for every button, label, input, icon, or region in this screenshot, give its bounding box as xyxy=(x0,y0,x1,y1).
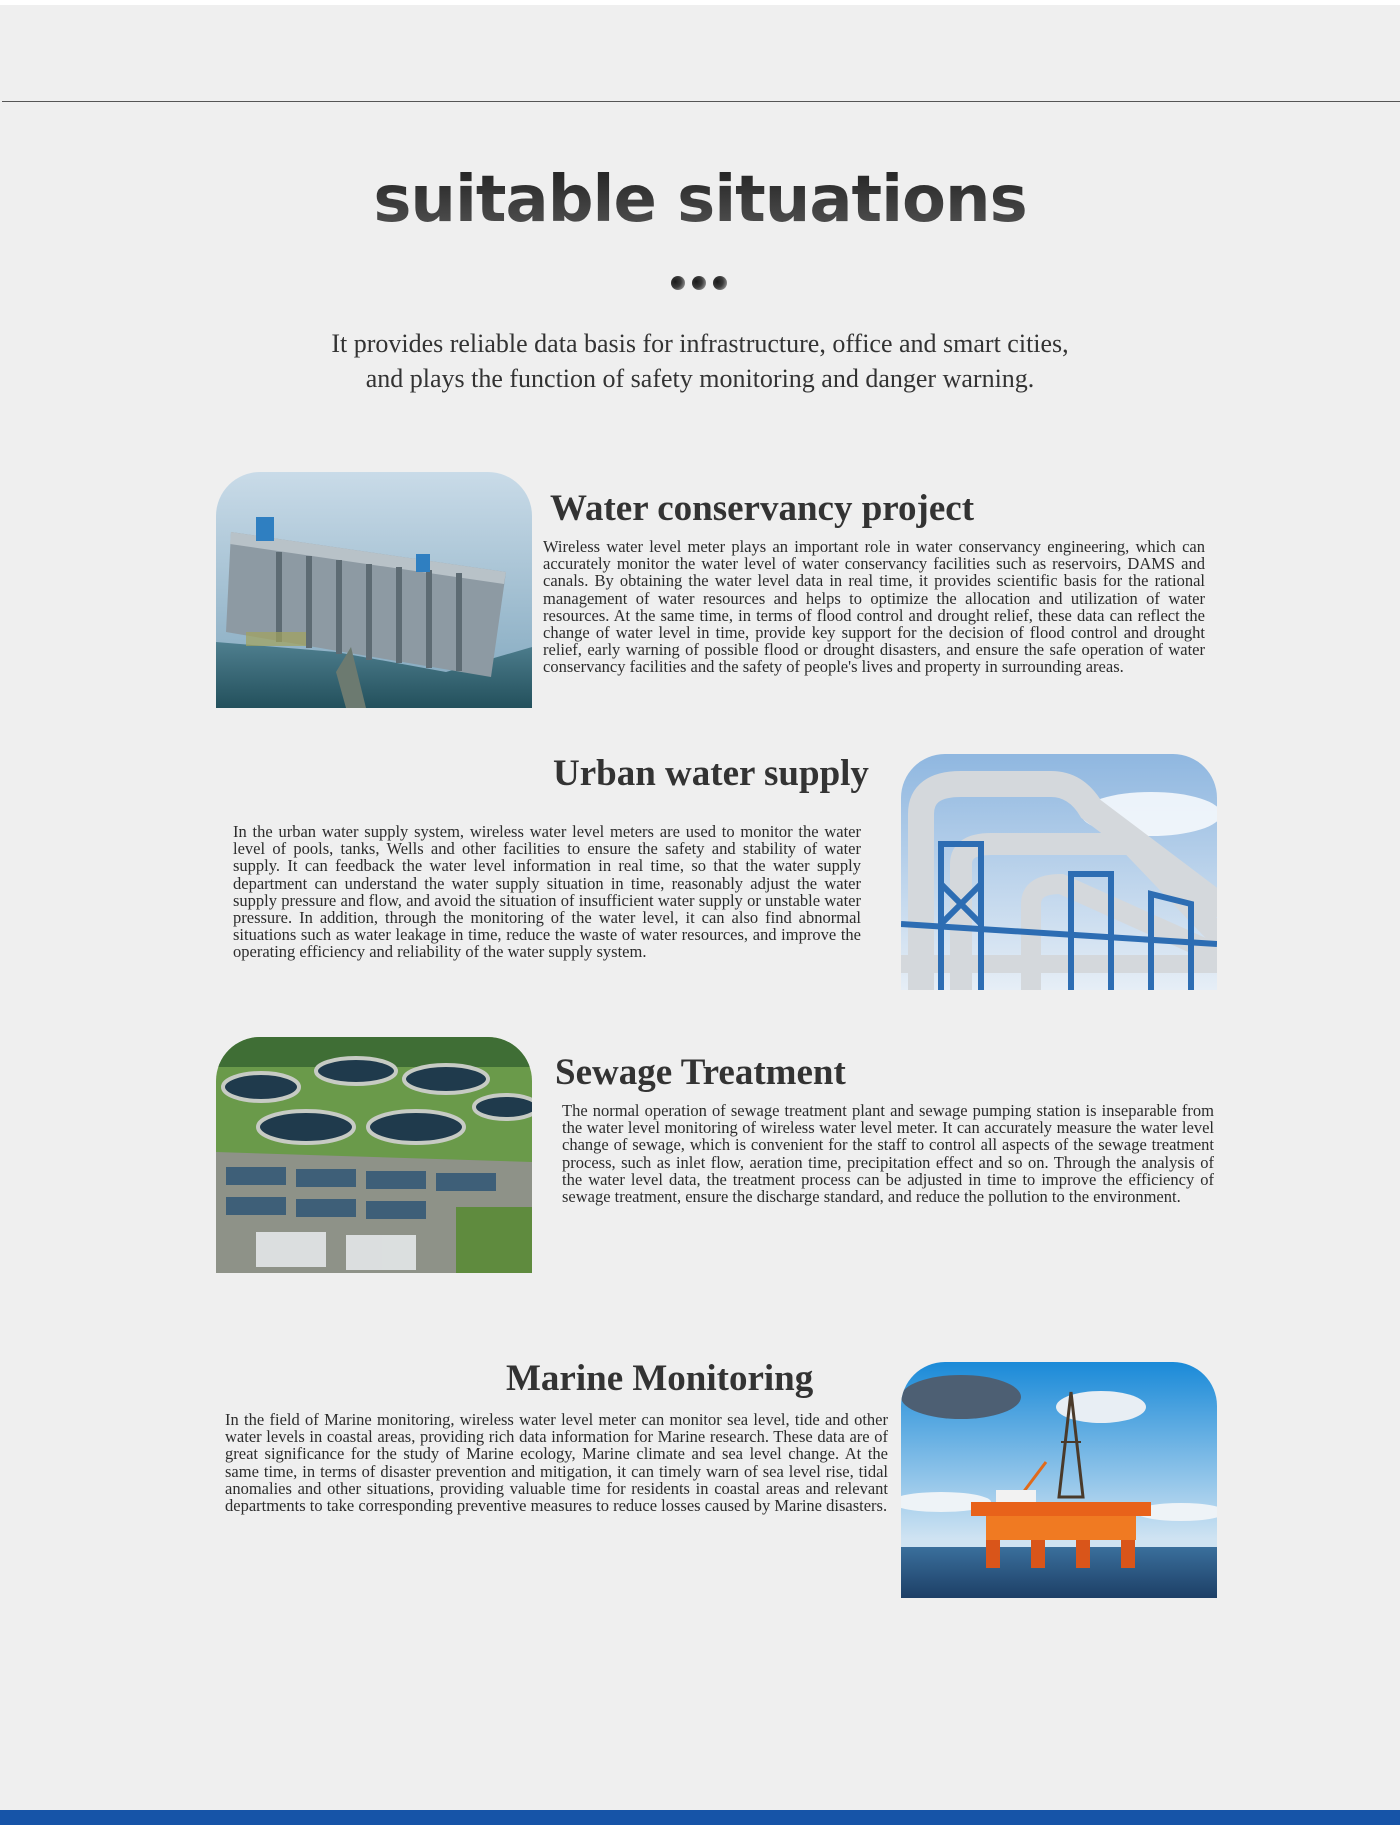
section-body: The normal operation of sewage treatment plant and sewage pumping station is inseparable from the water level monitoring of wireless water level meter. It can accurately measure the water level change of sewage, which is convenient for the staff to control all aspects of the sewage treatment process, such as inlet flow, aeration time, precipitation effect and so on. Through the analysis of the water level data, the treatment process can be adjusted in time to improve the efficiency of sewage treatment, ensure the discharge standard, and reduce the pollution to the environment. xyxy=(562,1101,1214,1207)
dot-icon xyxy=(671,276,685,290)
section-title: Water conservancy project xyxy=(550,488,975,529)
dam-photo xyxy=(216,472,532,708)
top-strip xyxy=(0,0,1400,5)
section-title: Urban water supply xyxy=(553,753,869,794)
section-body: Wireless water level meter plays an important role in water conservancy engineering, which can accurately monitor the water level of water conservancy facilities such as reservoirs, DAMS and canals. By obtaining the water level data in real time, it provides scientific basis for the rational management of water resources and helps to optimize the allocation and utilization of water resources. At the same time, in terms of flood control and drought relief, these data can reflect the change of water level in time, provide key support for the decision of flood control and drought relief, early warning of possible flood or drought disasters, and ensure the safe operation of water conservancy facilities and the safety of people's lives and property in surrounding areas. xyxy=(543,537,1205,677)
dot-icon xyxy=(692,276,706,290)
subtitle-line: It provides reliable data basis for infrastructure, office and smart cities, xyxy=(331,329,1069,358)
section-title: Marine Monitoring xyxy=(506,1358,814,1399)
section-body: In the field of Marine monitoring, wireless water level meter can monitor sea level, tide and other water levels in coastal areas, providing rich data information for Marine research. These data are of great significance for the study of Marine ecology, Marine climate and sea level change. At the same time, in terms of disaster prevention and mitigation, it can timely warn of sea level rise, tidal anomalies and other situations, providing valuable time for residents in coastal areas and relevant departments to take corresponding preventive measures to reduce losses caused by Marine disasters. xyxy=(225,1410,888,1516)
dot-icon xyxy=(713,276,727,290)
subtitle-line: and plays the function of safety monitoring and danger warning. xyxy=(365,364,1035,393)
sewage-plant-photo xyxy=(216,1037,532,1273)
section-title: Sewage Treatment xyxy=(555,1052,846,1093)
section-body: In the urban water supply system, wireless water level meters are used to monitor the water level of pools, tanks, Wells and other facilities to ensure the safety and stability of water supply. It can feedback the water level information in real time, so that the water supply department can understand the water supply situation in time, reasonably adjust the water supply pressure and flow, and avoid the situation of insufficient water supply or unstable water pressure. In addition, through the monitoring of the water level, it can also find abnormal situations such as water leakage in time, reduce the waste of water resources, and improve the operating efficiency and reliability of the water supply system. xyxy=(233,822,861,962)
page-subtitle xyxy=(0,326,1400,396)
header-divider xyxy=(2,101,1400,102)
oil-rig-photo xyxy=(901,1362,1217,1598)
dots-ornament xyxy=(671,276,731,292)
page-title: suitable situations xyxy=(0,158,1400,242)
pipeline-photo xyxy=(901,754,1217,990)
footer-bar xyxy=(0,1810,1400,1825)
